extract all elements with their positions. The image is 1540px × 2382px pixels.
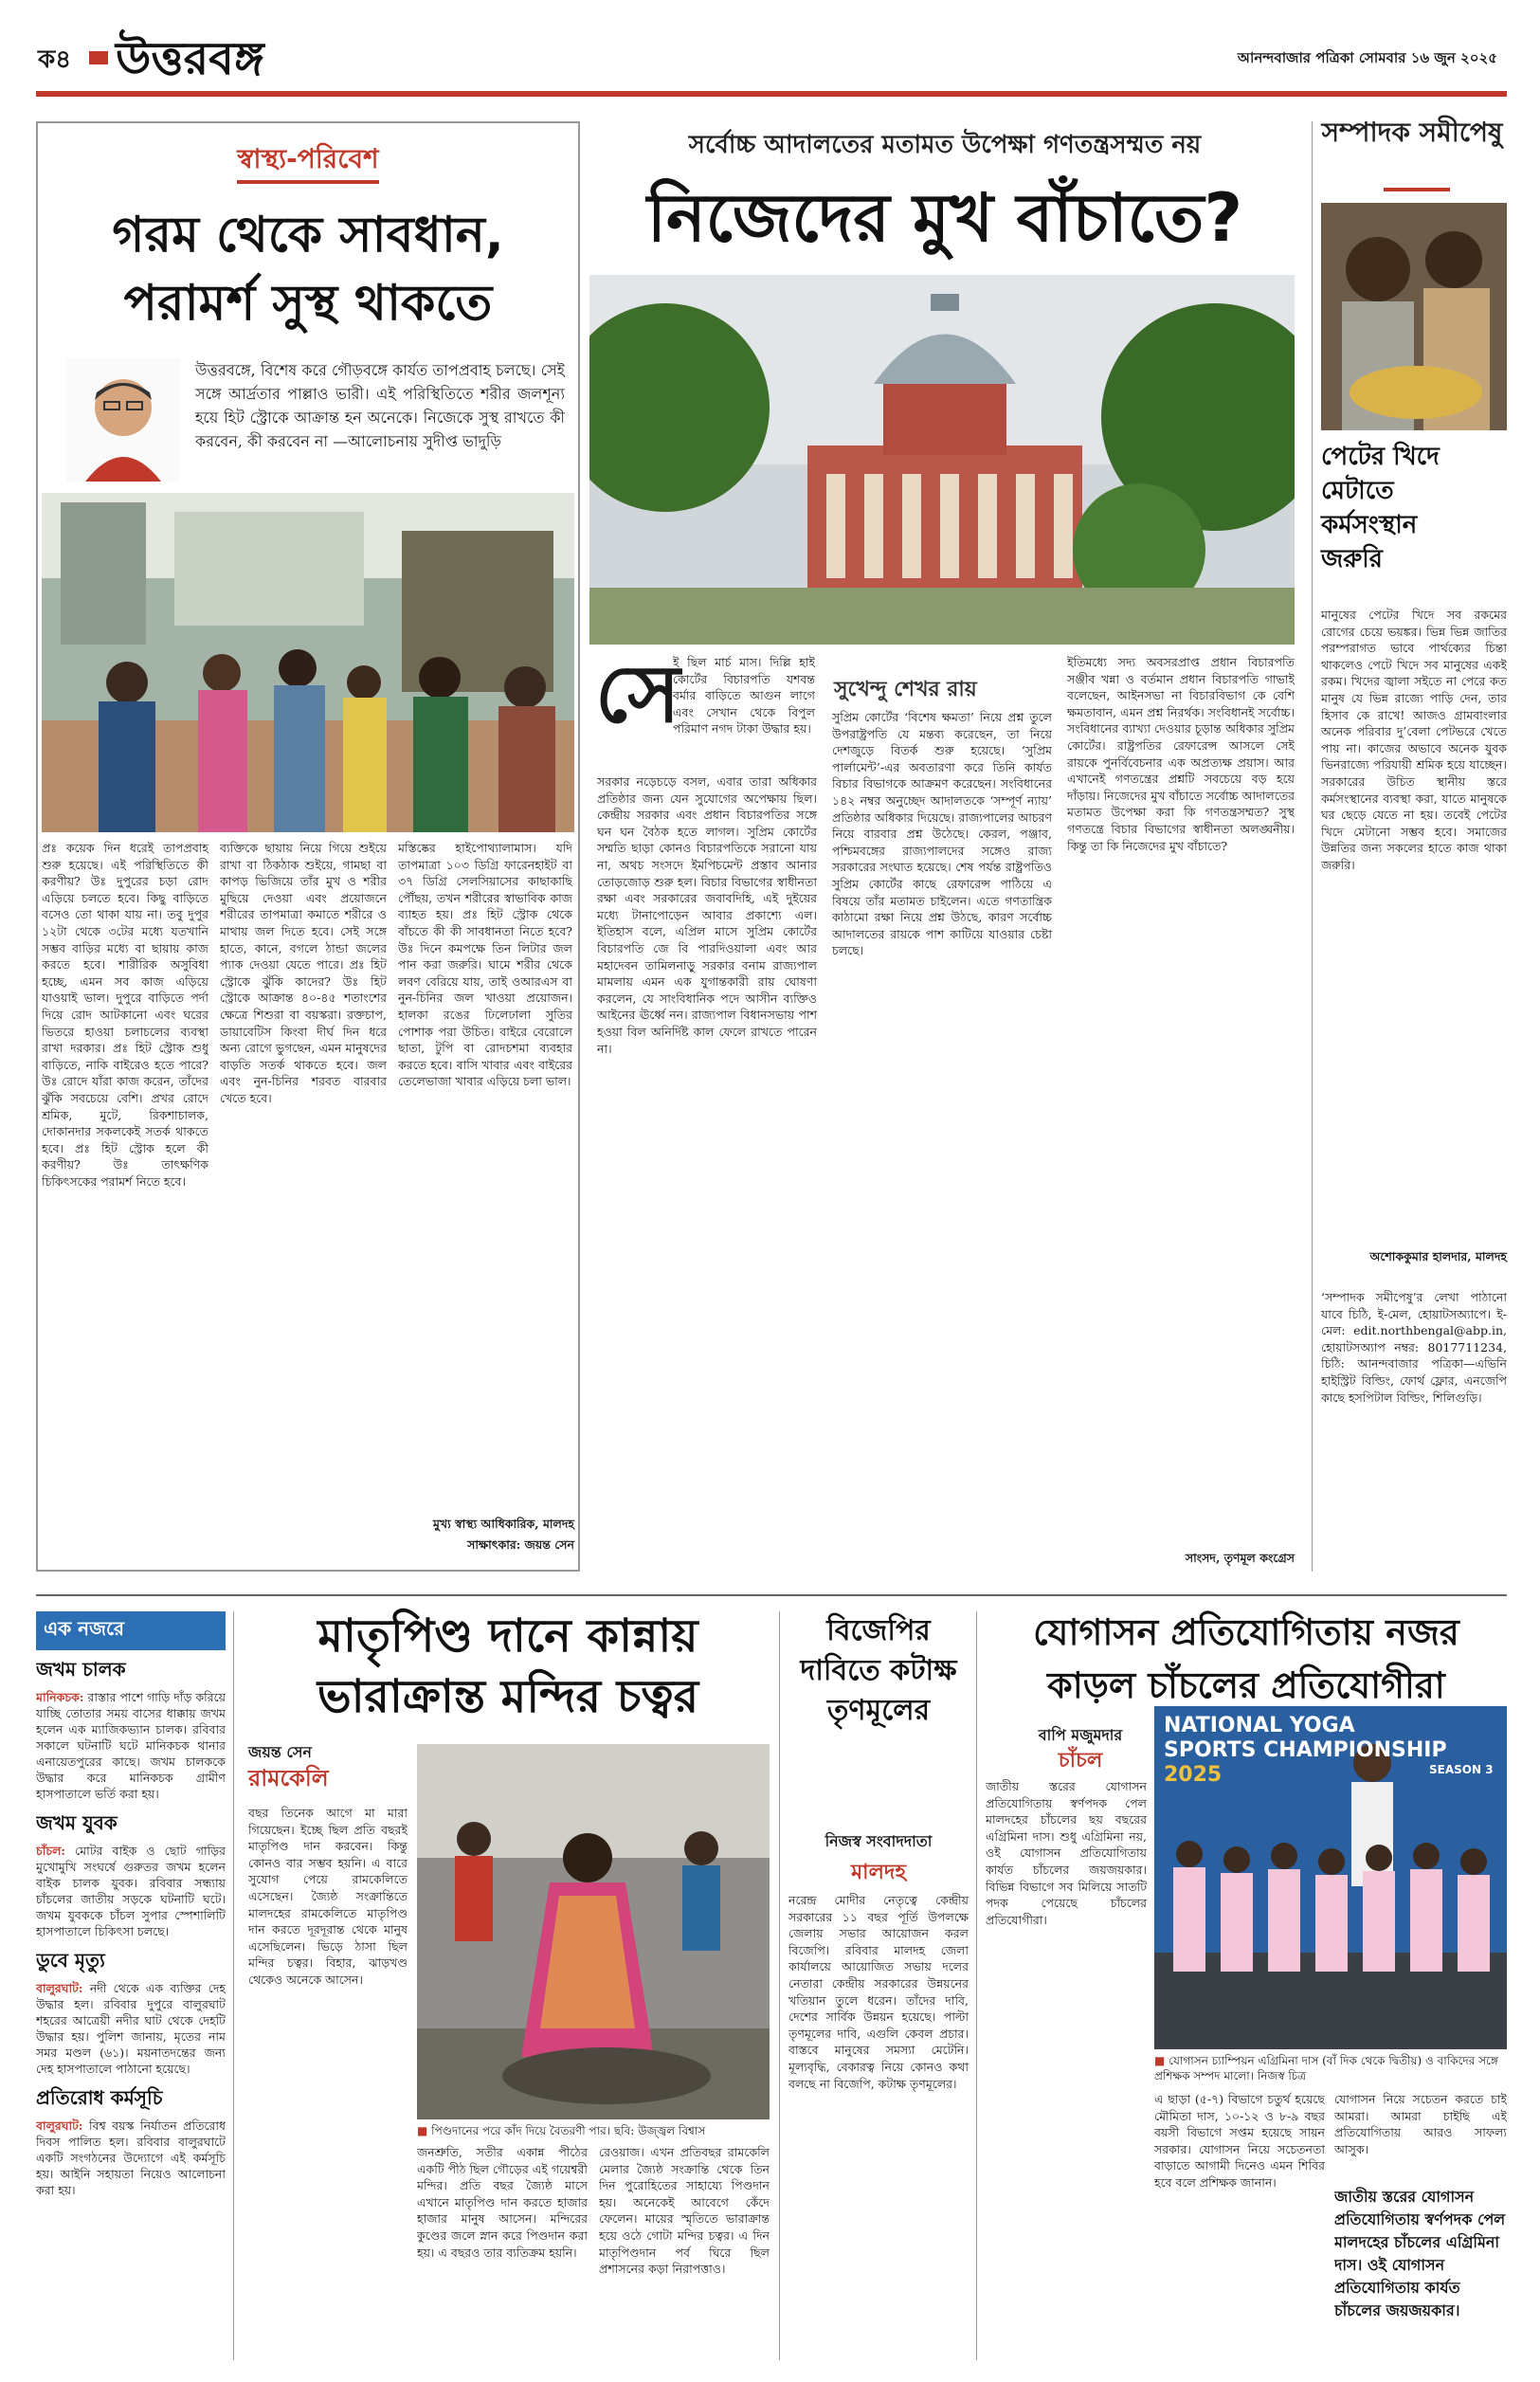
glance-item xyxy=(36,1809,226,1939)
caption-marker-icon: ■ xyxy=(417,2124,432,2137)
caption-marker-icon: ■ xyxy=(1154,2054,1169,2067)
bjp-place: মালদহ xyxy=(850,1861,907,1884)
glance-item-body: চাঁচল: মোটর বাইক ও ছোট গাড়ির মুখোমুখি সংঘর্ষে গুরুতর জখম হলেন বাইক চালক যুবক। রবিবার সন্ধ্যায় চাঁচলের জাতীয় সড়কে ঘটনাটি ঘটে। জখম যুবককে চাঁচল সুপার স্পেশালিটি হাসপাতালে চিকিৎসা চলছে। xyxy=(36,1844,226,1938)
health-col3: মস্তিষ্কের হাইপোথ্যালামাস। যদি তাপমাত্রা ১০৩ ডিগ্রি ফারেনহাইট বা ৩৭ ডিগ্রি সেলসিয়াসের কাছাকাছি পৌঁছয়, তখন শরীরের স্বাভাবিক কাজ ব্যাহত হয়। প্রঃ হিট স্ট্রোক থেকে বাঁচতে কী কী সাবধানতা নিতে হবে? উঃ দিনে কমপক্ষে তিন লিটার জল পান করা জরুরি। ঘামে শরীর থেকে লবণ বেরিয়ে যায়, তাই ওআরএস বা নুন-চিনির জল খাওয়া প্রয়োজন। হালকা রঙের ঢিলেঢালা সুতির পোশাক পরা উচিত। বাইরে বেরোলে ছাতা, টুপি বা রোদচশমা ব্যবহার করতে হবে। বাসি খাবার এবং বাইরের তেলেভাজা খাবার এড়িয়ে চলা ভাল। xyxy=(398,841,572,1089)
pinda-divider xyxy=(779,1611,780,2360)
court-photo xyxy=(589,275,1295,645)
health-intro: উত্তরবঙ্গে, বিশেষ করে গৌড়বঙ্গে কার্যত তাপপ্রবাহ চলছে। সেই সঙ্গে আর্দ্রতার পাল্লাও ভারী। এই পরিস্থিতিতে শরীর জলশূন্য হয়ে হিট স্ট্রোকে আক্রান্ত হন অনেকে। নিজেকে সুস্থ রাখতে কী করবেন, কী করবেন না —আলোচনায় সুদীপ্ত ভাদুড়ি xyxy=(195,361,565,450)
glance-item xyxy=(36,1947,226,2077)
page-number: ক৪ xyxy=(38,45,72,74)
main-kicker: সর্বোচ্চ আদালতের মতামত উপেক্ষা গণতন্ত্রসম্মত নয় xyxy=(688,131,1202,159)
masthead-rule xyxy=(36,91,1507,97)
bjp-divider xyxy=(976,1611,977,2360)
pinda-col3: রেওয়াজ। এখন প্রতিবছর রামকেলি মেলার জ্যৈষ্ঠ সংক্রান্তি থেকে তিন দিন পুরোহিতের সাহায্যে পিণ্ডদান হয়। অনেকেই আবেগে কেঁদে ফেলেন। মায়ের স্মৃতিতে ভারাক্রান্ত হয়ে ওঠে গোটা মন্দির চত্বর। এ দিন মাতৃপিণ্ডদান পর্ব ঘিরে ছিল প্রশাসনের কড়া নিরাপত্তাও। xyxy=(599,2145,770,2277)
glance-item-title: জখম যুবক xyxy=(36,1811,118,1834)
glance-header: এক নজরে xyxy=(36,1611,226,1650)
glance-item-body: মানিকচক: রাস্তার পাশে গাড়ি দাঁড় করিয়ে যাচ্ছি তোতার সময় বাসের ধাক্কায় জখম হলেন এক ম্যাজিকভ্যান চালক। রবিবার সকালে ঘটনাটি ঘটে মানিকচক থানার এনায়েতপুরের কাছে। জখম চালককে উদ্ধার করে মানিকচক গ্রামীণ হাসপাতালে ভর্তি করা হয়। xyxy=(36,1690,226,1801)
editor-contact: ‘সম্পাদক সমীপেষু’র লেখা পাঠানো যাবে চিঠি, ই-মেল, হোয়াটসঅ্যাপে। ই-মেল: edit.northbengal@abp.in, হোয়াটসঅ্যাপ নম্বর: 8017711234, চিঠি: আনন্দবাজার পত্রিকা—এভিনি হাইস্ট্রিট বিল্ডিং, ফোর্থ ফ্লোর, এনজেপি কাছে হসপিটাল বিল্ডিং, শিলিগুড়ি। xyxy=(1321,1290,1507,1405)
pinda-col1: বছর তিনেক আগে মা মারা গিয়েছেন। ইচ্ছে ছিল প্রতি বছরই মাতৃপিণ্ড দান করবেন। কিন্তু কোনও বার সম্ভব হয়নি। এ বারে সুযোগ পেয়ে রামকেলিতে এসেছেন। জ্যৈষ্ঠ সংক্রান্তিতে মালদহের রামকেলিতে মাতৃপিণ্ড দান করতে দূরদূরান্ত থেকে মানুষ এসেছিলেন। ভিড়ে ঠাসা ছিল মন্দির চত্বর। বিহার, ঝাড়খণ্ড থেকেও অনেকে আসেন। xyxy=(248,1806,408,1987)
glance-item-body: বালুরঘাট: বিশ্ব বয়স্ক নির্যাতন প্রতিরোধ দিবস পালিত হল। রবিবার বালুরঘাটে একটি সংগঠনের উদ্যোগে এই কর্মসূচি হয়। আইনি সহায়তা নিয়েও আলোচনা করা হয়। xyxy=(36,2118,226,2197)
editor-headline: পেটের খিদে মেটাতে কর্মসংস্থান জরুরি xyxy=(1321,443,1440,573)
glance-item-body: বালুরঘাট: নদী থেকে এক ব্যক্তির দেহ উদ্ধার হল। রবিবার দুপুরে বালুরঘাট শহরের আত্রেয়ী নদীর ঘাট থেকে দেহটি উদ্ধার হয়। পুলিশ জানায়, মৃতের নাম সমর মণ্ডল (৬১)। ময়নাতদন্তের জন্য দেহ হাসপাতালে পাঠানো হয়েছে। xyxy=(36,1981,226,2076)
fold-rule xyxy=(36,1594,1507,1596)
banner-line-1: NATIONAL YOGA xyxy=(1164,1714,1355,1737)
glance-item-title: প্রতিরোধ কর্মসূচি xyxy=(36,2086,163,2109)
pinda-caption: ■ পিণ্ডদানের পরে কাঁদ দিয়ে বৈতরণী পার। ছবি: উজ্জ্বল বিশ্বাস xyxy=(417,2124,706,2137)
section-title: উত্তরবঙ্গ xyxy=(116,32,264,85)
main-dropcap: সে xyxy=(595,646,680,740)
main-lead: ই ছিল মার্চ মাস। দিল্লি হাই কোর্টের বিচারপতি যশবন্ত বর্মার বাড়িতে আগুন লাগে এবং সেখান থেকে বিপুল পরিমাণ নগদ টাকা উদ্ধার হয়। xyxy=(673,655,815,736)
doctor-photo xyxy=(66,358,180,482)
yoga-kids xyxy=(1173,1867,1490,1972)
yoga-col3: যোগাসন নিয়ে সচেতন করতে চাই আমরা। আমরা চাইছি এই প্রতিযোগিতায় আরও সাফল্য আসুক। xyxy=(1334,2092,1507,2156)
bjp-body: নরেন্দ্র মোদীর নেতৃত্বে কেন্দ্রীয় সরকারের ১১ বছর পূর্তি উপলক্ষে জেলায় সভার আয়োজন করল বিজেপি। রবিবার মালদহ জেলা কার্যালয়ে আয়োজিত সভায় দলের নেতারা কেন্দ্রীয় সরকারের উন্নয়নের খতিয়ান তুলে ধরেন। তাঁদের দাবি, দেশের সার্বিক উন্নয়ন হয়েছে। পাল্টা তৃণমূলের দাবি, এগুলি কেবল প্রচার। বাস্তবে মানুষের সমস্যা মেটেনি। মূল্যবৃদ্ধি, বেকারত্ব নিয়ে কোনও কথা বলছে না বিজেপি, কটাক্ষ তৃণমূলের। xyxy=(788,1893,969,2091)
yoga-caption: ■ যোগাসন চ্যাম্পিয়ন এগ্রিমিনা দাস (বাঁ দিক থেকে দ্বিতীয়) ও বাকিদের সঙ্গে প্রশিক্ষক সম্পদ মালো। নিজস্ব চিত্র xyxy=(1154,2054,1498,2082)
main-headline: নিজেদের মুখ বাঁচাতে? xyxy=(646,179,1243,257)
glance-item-title: ডুবে মৃত্যু xyxy=(36,1949,105,1972)
yoga-pullquote: জাতীয় স্তরের যোগাসন প্রতিযোগিতায় স্বর্ণপদক পেল মালদহের চাঁচলের এগ্রিমিনা দাস। ওই যোগাসন প্রতিযোগিতায় কার্যত চাঁচলের জয়জয়কার। xyxy=(1334,2188,1506,2319)
pinda-headline: মাতৃপিণ্ড দানে কান্নায় ভারাক্রান্ত মন্দির চত্বর xyxy=(317,1609,699,1723)
banner-year: 2025 xyxy=(1164,1763,1223,1787)
yoga-photo xyxy=(1154,1706,1507,2049)
glance-item xyxy=(36,1656,226,1802)
pinda-col2: জনশ্রুতি, সতীর একান্ন পীঠের একটি পীঠ ছিল গৌড়ের এই গয়েশ্বরী মন্দির। প্রতি বছর জ্যৈষ্ঠ মাসে এখানে মাতৃপিণ্ড দান করতে হাজার হাজার মানুষ আসেন। মন্দিরের কুণ্ডের জলে স্নান করে পিণ্ডদান করা হয়। এ বছরও তার ব্যতিক্রম হয়নি। xyxy=(417,2145,588,2260)
health-col2: ব্যক্তিকে ছায়ায় নিয়ে গিয়ে শুইয়ে রাখা বা ঠিকঠাক শুইয়ে, গামছা বা কাপড় ভিজিয়ে তাঁর মুখ ও শরীর মুছিয়ে দেওয়া এবং প্রয়োজনে শরীরের তাপমাত্রা কমাতে শরীরে ও মাথায় জল দিতে হবে। সেই সঙ্গে হাতে, কানে, বগলে ঠান্ডা জলের প্যাক দেওয়া যেতে পারে। প্রঃ হিট স্ট্রোকে ঝুঁকি কাদের? উঃ হিট স্ট্রোকে আক্রান্ত ৪০-৪৫ শতাংশের ক্ষেত্রে শিশুরা বা বয়স্করা। রক্তচাপ, ডায়াবেটিস কিংবা দীর্ঘ দিন ধরে অন্য রোগে ভুগছেন, এমন মানুষদের বাড়তি সতর্ক থাকতে হবে। জল এবং নুন-চিনির শরবত বারবার খেতে হবে। xyxy=(220,841,387,1105)
main-col1: সরকার নড়েচড়ে বসল, এবার তারা অধিকার প্রতিষ্ঠার জন্য যেন সুযোগের অপেক্ষায় ছিল। কেন্দ্রীয় সরকার এবং প্রধান বিচারপতির সঙ্গে ঘন ঘন বৈঠক হতে লাগল। সুপ্রিম কোর্টের সম্মতি ছাড়া কোনও বিচারপতিকে সরানো যায় না, অথচ সংসদে ইমপিচমেন্ট প্রস্তাব আনার তোড়জোড় শুরু হল। বিচার বিভাগের স্বাধীনতা রক্ষা এবং সরকারের জবাবদিহি, এই দুইয়ের মধ্যে টানাপোড়েন আবার প্রকাশ্যে এল। ইতিহাস বলে, এপ্রিল মাসে সুপ্রিম কোর্টের বিচারপতি জে বি পারদিওয়ালা এবং আর মহাদেবন তামিলনাড়ু সরকার বনাম রাজ্যপাল মামলায় এমন এক যুগান্তকারী রায় ঘোষণা করলেন, যে সাংবিধানিক পদে আসীন ব্যক্তিও আইনের ঊর্ধ্বে নন। রাজ্যপাল বিধানসভায় পাশ হওয়া বিল অনির্দিষ্ট কাল ফেলে রাখতে পারেন না। xyxy=(597,774,817,1056)
glance-column xyxy=(36,1611,226,2360)
bjp-author: নিজস্ব সংবাদদাতা xyxy=(824,1832,933,1850)
yoga-col1: জাতীয় স্তরের যোগাসন প্রতিযোগিতায় স্বর্ণপদক পেল মালদহের চাঁচলের ছয় বছরের এগ্রিমিনা দাস। শুধু এগ্রিমিনা নয়, ওই যোগাসন প্রতিযোগিতায় কার্যত চাঁচলের জয়জয়কার। বিভিন্ন বিভাগে সব মিলিয়ে সাতটি পদক পেয়েছে চাঁচলের প্রতিযোগীরা। xyxy=(986,1779,1147,1927)
health-byline: মুখ্য স্বাস্থ্য আধিকারিক, মালদহ xyxy=(432,1517,574,1531)
banner-season: SEASON 3 xyxy=(1429,1763,1494,1776)
bjp-headline: বিজেপির দাবিতে কটাক্ষ তৃণমূলের xyxy=(800,1614,957,1727)
health-headline: গরম থেকে সাবধান, পরামর্শ সুস্থ থাকতে xyxy=(112,207,504,332)
main-col2: সুপ্রিম কোর্টের ‘বিশেষ ক্ষমতা’ নিয়ে প্রশ্ন তুলে উপরাষ্ট্রপতি যে মন্তব্য করেছেন, তা নিয়ে দেশজুড়ে বিতর্ক শুরু হয়েছে। ‘সুপ্রিম পার্লামেন্ট’-এর অবতারণা করে তিনি কার্যত বিচার বিভাগকে আক্রমণ করেছেন। সংবিধানের ১৪২ নম্বর অনুচ্ছেদ আদালতকে ‘সম্পূর্ণ ন্যায়’ প্রতিষ্ঠার অধিকার দিয়েছে। রাজ্যপালের আচরণ নিয়ে বারবার প্রশ্ন উঠেছে। কেরল, পঞ্জাব, পশ্চিমবঙ্গের রাজ্যপালদের সঙ্গেও রাজ্য সরকারের সংঘাত হয়েছে। শেষ পর্যন্ত রাষ্ট্রপতিও সুপ্রিম কোর্টের কাছে রেফারেন্স পাঠিয়ে এ বিষয়ে তাঁর মতামত চাইলেন। এতে গণতান্ত্রিক কাঠামো রক্ষা নিয়ে প্রশ্ন উঠছে, কারণ সর্বোচ্চ আদালতের রায়কে পাশ কাটিয়ে যাওয়ার চেষ্টা চলছে। xyxy=(832,710,1052,958)
pinda-author: জয়ন্ত সেন xyxy=(248,1743,312,1761)
masthead xyxy=(0,0,1540,95)
health-byline-2: সাক্ষাৎকার: জয়ন্ত সেন xyxy=(467,1537,574,1552)
health-col1: প্রঃ কয়েক দিন ধরেই তাপপ্রবাহ শুরু হয়েছে। এই পরিস্থিতিতে কী করণীয়? উঃ দুপুরের চড়া রোদ এড়িয়ে চলতে হবে। কিছু বাড়িতে বসেও তো থাকা যায় না। তবু দুপুর ১২টা থেকে ৩টের মধ্যে যতখানি সম্ভব বাড়ির মধ্যে বা ছায়ায় কাজ করতে হবে। শারীরিক অসুবিধা হচ্ছে, এমন সব কাজ এড়িয়ে যাওয়াই ভাল। দুপুরে বাড়িতে পর্দা দিয়ে রোদ আটকানো এবং ঘরের ভিতরে হাওয়া চলাচলের ব্যবস্থা রাখা দরকার। প্রঃ হিট স্ট্রোক শুধু বাড়িতে, নাকি বাইরেও হতে পারে? উঃ রোদে যাঁরা কাজ করেন, তাঁদের ঝুঁকি সবচেয়ে বেশি। প্রখর রোদে শ্রমিক, মুটে, রিকশাচালক, দোকানদার সকলকেই সতর্ক থাকতে হবে। প্রঃ হিট স্ট্রোক হলে কী করণীয়? উঃ তাৎক্ষণিক চিকিৎসকের পরামর্শ নিতে হবে। xyxy=(42,841,208,1189)
glance-item-title: জখম চালক xyxy=(36,1658,126,1681)
pinda-place: রামকেলি xyxy=(248,1764,329,1791)
pinda-photo xyxy=(417,1744,770,2119)
yoga-author: বাপি মজুমদার xyxy=(1038,1726,1123,1744)
editor-body: মানুষের পেটের খিদে সব রকমের রোগের চেয়ে ভয়ঙ্কর। ভিন্ন ভিন্ন জাতির পরম্পরাগত ভাবে পার্থক্যের চিন্তা থাকলেও পেটে খিদে সব মানুষের একই রকম। খিদের জ্বালা সইতে না পেরে কত মানুষ যে ভিন্ন রাজ্যে পাড়ি দেন, তার হিসাব কে রাখে! আজও গ্রামবাংলার অনেক পরিবার দু’বেলা পেটভরে খেতে পায় না। কাজের অভাবে অনেক যুবক ভিনরাজ্যে পরিযায়ী শ্রমিক হয়ে যাচ্ছেন। সরকারের উচিত স্থানীয় স্তরে কর্মসংস্থানের ব্যবস্থা করা, যাতে মানুষকে ঘর ছেড়ে যেতে না হয়। তবেই পেটের খিদে মেটানো সম্ভব হবে। সমাজের উন্নতির জন্য সকলের হাতে কাজ থাকা জরুরি। xyxy=(1321,608,1507,872)
editor-divider xyxy=(1312,121,1313,1572)
children-photo xyxy=(1321,203,1507,430)
yoga-col2: এ ছাড়া (৫-৭) বিভাগে চতুর্থ হয়েছে মৌমিতা দাস, ১০-১২ ও ৮-৯ বছর বয়সী বিভাগে সপ্তম হয়েছে সায়ন সরকার। যোগাসন নিয়ে সচেতনতা বাড়াতে আগামী দিনেও এমন শিবির হবে বলে প্রশিক্ষক জানান। xyxy=(1154,2092,1325,2190)
glance-divider xyxy=(233,1611,234,2360)
banner-line-2: SPORTS CHAMPIONSHIP xyxy=(1164,1738,1447,1762)
yoga-place: চাঁচল xyxy=(1058,1748,1103,1773)
yoga-headline: যোগাসন প্রতিযোগিতায় নজর কাড়ল চাঁচলের প্রতিযোগীরা xyxy=(1033,1611,1459,1706)
hospital-photo xyxy=(42,493,574,832)
glance-item xyxy=(36,2084,226,2198)
editor-kicker: সম্পাদক সমীপেষু xyxy=(1321,117,1503,148)
editor-author: অশোককুমার হালদার, মালদহ xyxy=(1369,1249,1507,1264)
health-kicker-rule xyxy=(237,180,379,184)
paper-date: আনন্দবাজার পত্রিকা সোমবার ১৬ জুন ২০২৫ xyxy=(1237,49,1497,66)
flag-icon xyxy=(89,51,108,64)
editor-kicker-rule xyxy=(1384,188,1450,191)
main-author-note: সাংসদ, তৃণমূল কংগ্রেস xyxy=(1185,1551,1295,1565)
main-author: সুখেন্দু শেখর রায় xyxy=(834,677,977,701)
health-kicker: স্বাস্থ্য-পরিবেশ xyxy=(237,143,379,174)
main-col3: ইতিমধ্যে সদ্য অবসরপ্রাপ্ত প্রধান বিচারপতি সঞ্জীব খন্না ও বর্তমান প্রধান বিচারপতি গাভাই বলেছেন, আইনসভা না বিচারবিভাগ কে বেশি ক্ষমতাবান, এমন প্রশ্ন নিরর্থক। সংবিধানই সর্বোচ্চ। সংবিধানের ব্যাখ্যা দেওয়ার চূড়ান্ত অধিকার সুপ্রিম কোর্টের। রাষ্ট্রপতির রেফারেন্স আসলে সেই রায়কে পুনর্বিবেচনার এক অপ্রত্যক্ষ প্রয়াস। আর এখানেই গণতন্ত্রের প্রশ্নটি সবচেয়ে বড় হয়ে দাঁড়ায়। নিজেদের মুখ বাঁচাতে সর্বোচ্চ আদালতের মতামত উপেক্ষা করা কি গণতন্ত্রসম্মত? সুস্থ গণতন্ত্রে বিচার বিভাগের স্বাধীনতা অলঙ্ঘনীয়। কিন্তু তা কি নিজেদের মুখ বাঁচাতে? xyxy=(1067,655,1295,853)
